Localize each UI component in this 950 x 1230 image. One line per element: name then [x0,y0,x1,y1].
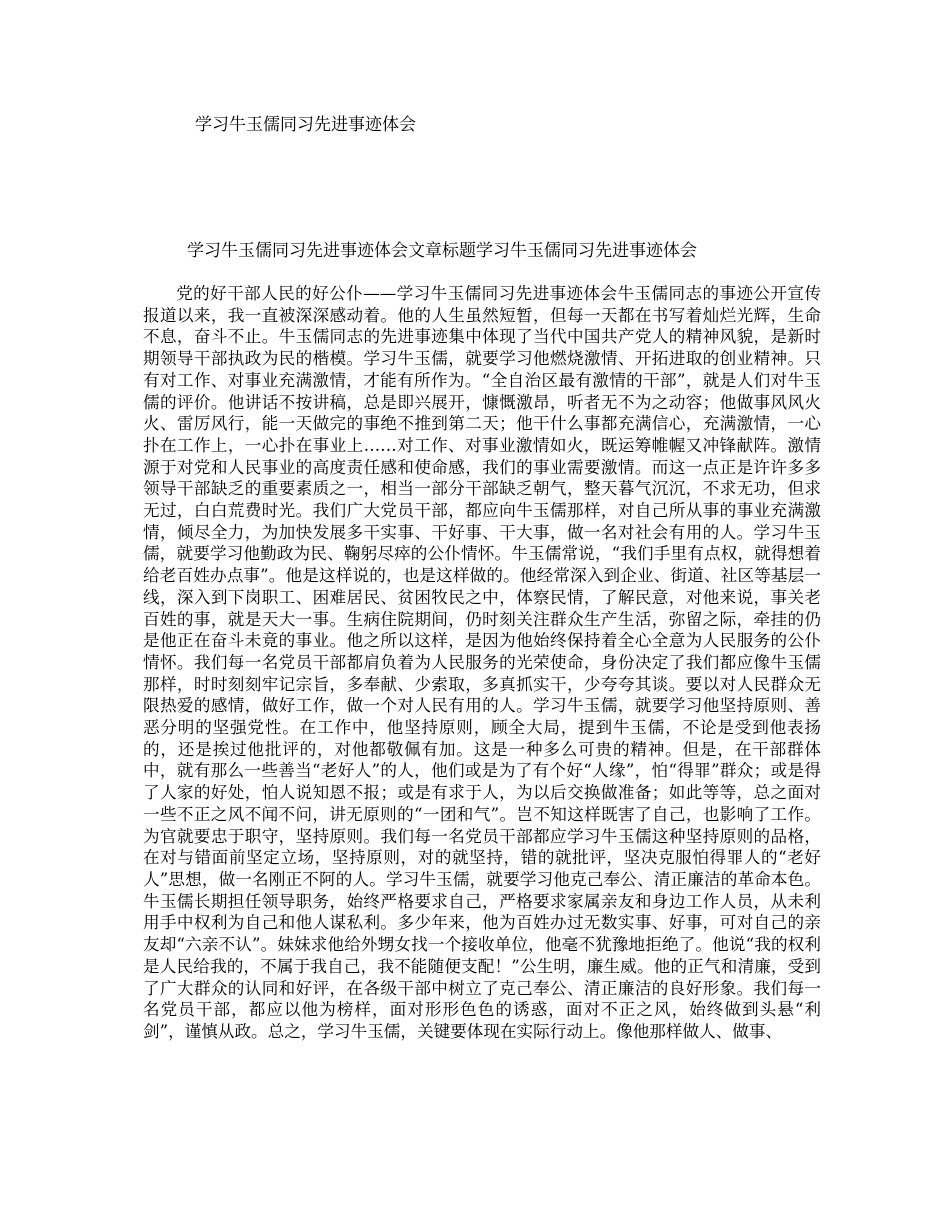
body-paragraph: 党的好干部人民的好公仆——学习牛玉儒同习先进事迹体会牛玉儒同志的事迹公开宣传报道以来，我一直被深深感动着。他的人生虽然短暂，但每一天都在书写着灿烂光辉，生命不息，奋斗不止。牛玉儒同志的先进事迹集中体现了当代中国共产党人的精神风貌，是新时期领导干部执政为民的楷模。学习牛玉儒，就要学习他燃烧激情、开拓进取的创业精神。只有对工作、对事业充满激情，才能有所作为。“全自治区最有激情的干部”，就是人们对牛玉儒的评价。他讲话不按讲稿，总是即兴展开，慷慨激昂，听者无不为之动容；他做事风风火火、雷厉风行，能一天做完的事绝不推到第二天；他干什么事都充满信心，充满激情，一心扑在工作上，一心扑在事业上……对工作、对事业激情如火，既运筹帷幄又冲锋献阵。激情源于对党和人民事业的高度责任感和使命感，我们的事业需要激情。而这一点正是许许多多领导干部缺乏的重要素质之一，相当一部分干部缺乏朝气，整天暮气沉沉，不求无功，但求无过，白白荒费时光。我们广大党员干部，都应向牛玉儒那样，对自己所从事的事业充满激情，倾尽全力，为加快发展多干实事、干好事、干大事，做一名对社会有用的人。学习牛玉儒，就要学习他勤政为民、鞠躬尽瘁的公仆情怀。牛玉儒常说，“我们手里有点权，就得想着给老百姓办点事”。他是这样说的，也是这样做的。他经常深入到企业、街道、社区等基层一线，深入到下岗职工、困难居民、贫困牧民之中，体察民情，了解民意，对他来说，事关老百姓的事，就是天大一事。生病住院期间，仍时刻关注群众生产生活，弥留之际，牵挂的仍是他正在奋斗未竟的事业。他之所以这样，是因为他始终保持着全心全意为人民服务的公仆情怀。我们每一名党员干部都肩负着为人民服务的光荣使命，身份决定了我们都应像牛玉儒那样，时时刻刻牢记宗旨，多奉献、少索取，多真抓实干，少夸夸其谈。要以对人民群众无限热爱的感情，做好工作，做一个对人民有用的人。学习牛玉儒，就要学习他坚持原则、善恶分明的坚强党性。在工作中，他坚持原则，顾全大局，提到牛玉儒，不论是受到他表扬的，还是挨过他批评的，对他都敬佩有加。这是一种多么可贵的精神。但是，在干部群体中，就有那么一些善当“老好人”的人，他们或是为了有个好“人缘”，怕“得罪”群众；或是得了人家的好处，怕人说知恩不报；或是有求于人，为以后交换做准备；如此等等，总之面对一些不正之风不闻不问，讲无原则的“一团和气”。岂不知这样既害了自己，也影响了工作。为官就要忠于职守，坚持原则。我们每一名党员干部都应学习牛玉儒这种坚持原则的品格，在对与错面前坚定立场，坚持原则，对的就坚持，错的就批评，坚决克服怕得罪人的“老好人”思想，做一名刚正不阿的人。学习牛玉儒，就要学习他克己奉公、清正廉洁的革命本色。牛玉儒长期担任领导职务，始终严格要求自己，严格要求家属亲友和身边工作人员，从未利用手中权利为自己和他人谋私利。多少年来，他为百姓办过无数实事、好事，可对自己的亲友却“六亲不认”。妹妹求他给外甥女找一个接收单位，他毫不犹豫地拒绝了。他说“我的权利是人民给我的，不属于我自己，我不能随便支配！”公生明，廉生威。他的正气和清廉，受到了广大群众的认同和好评，在各级干部中树立了克己奉公、清正廉洁的良好形象。我们每一名党员干部，都应以他为榜样，面对形形色色的诱惑，面对不正之风，始终做到头悬“利剑”，谨慎从政。总之，学习牛玉儒，关键要体现在实际行动上。像他那样做人、做事、 [143,284,821,1041]
article-heading: 学习牛玉儒同习先进事迹体会文章标题学习牛玉儒同习先进事迹体会 [187,241,697,261]
page-title: 学习牛玉儒同习先进事迹体会 [195,115,416,135]
